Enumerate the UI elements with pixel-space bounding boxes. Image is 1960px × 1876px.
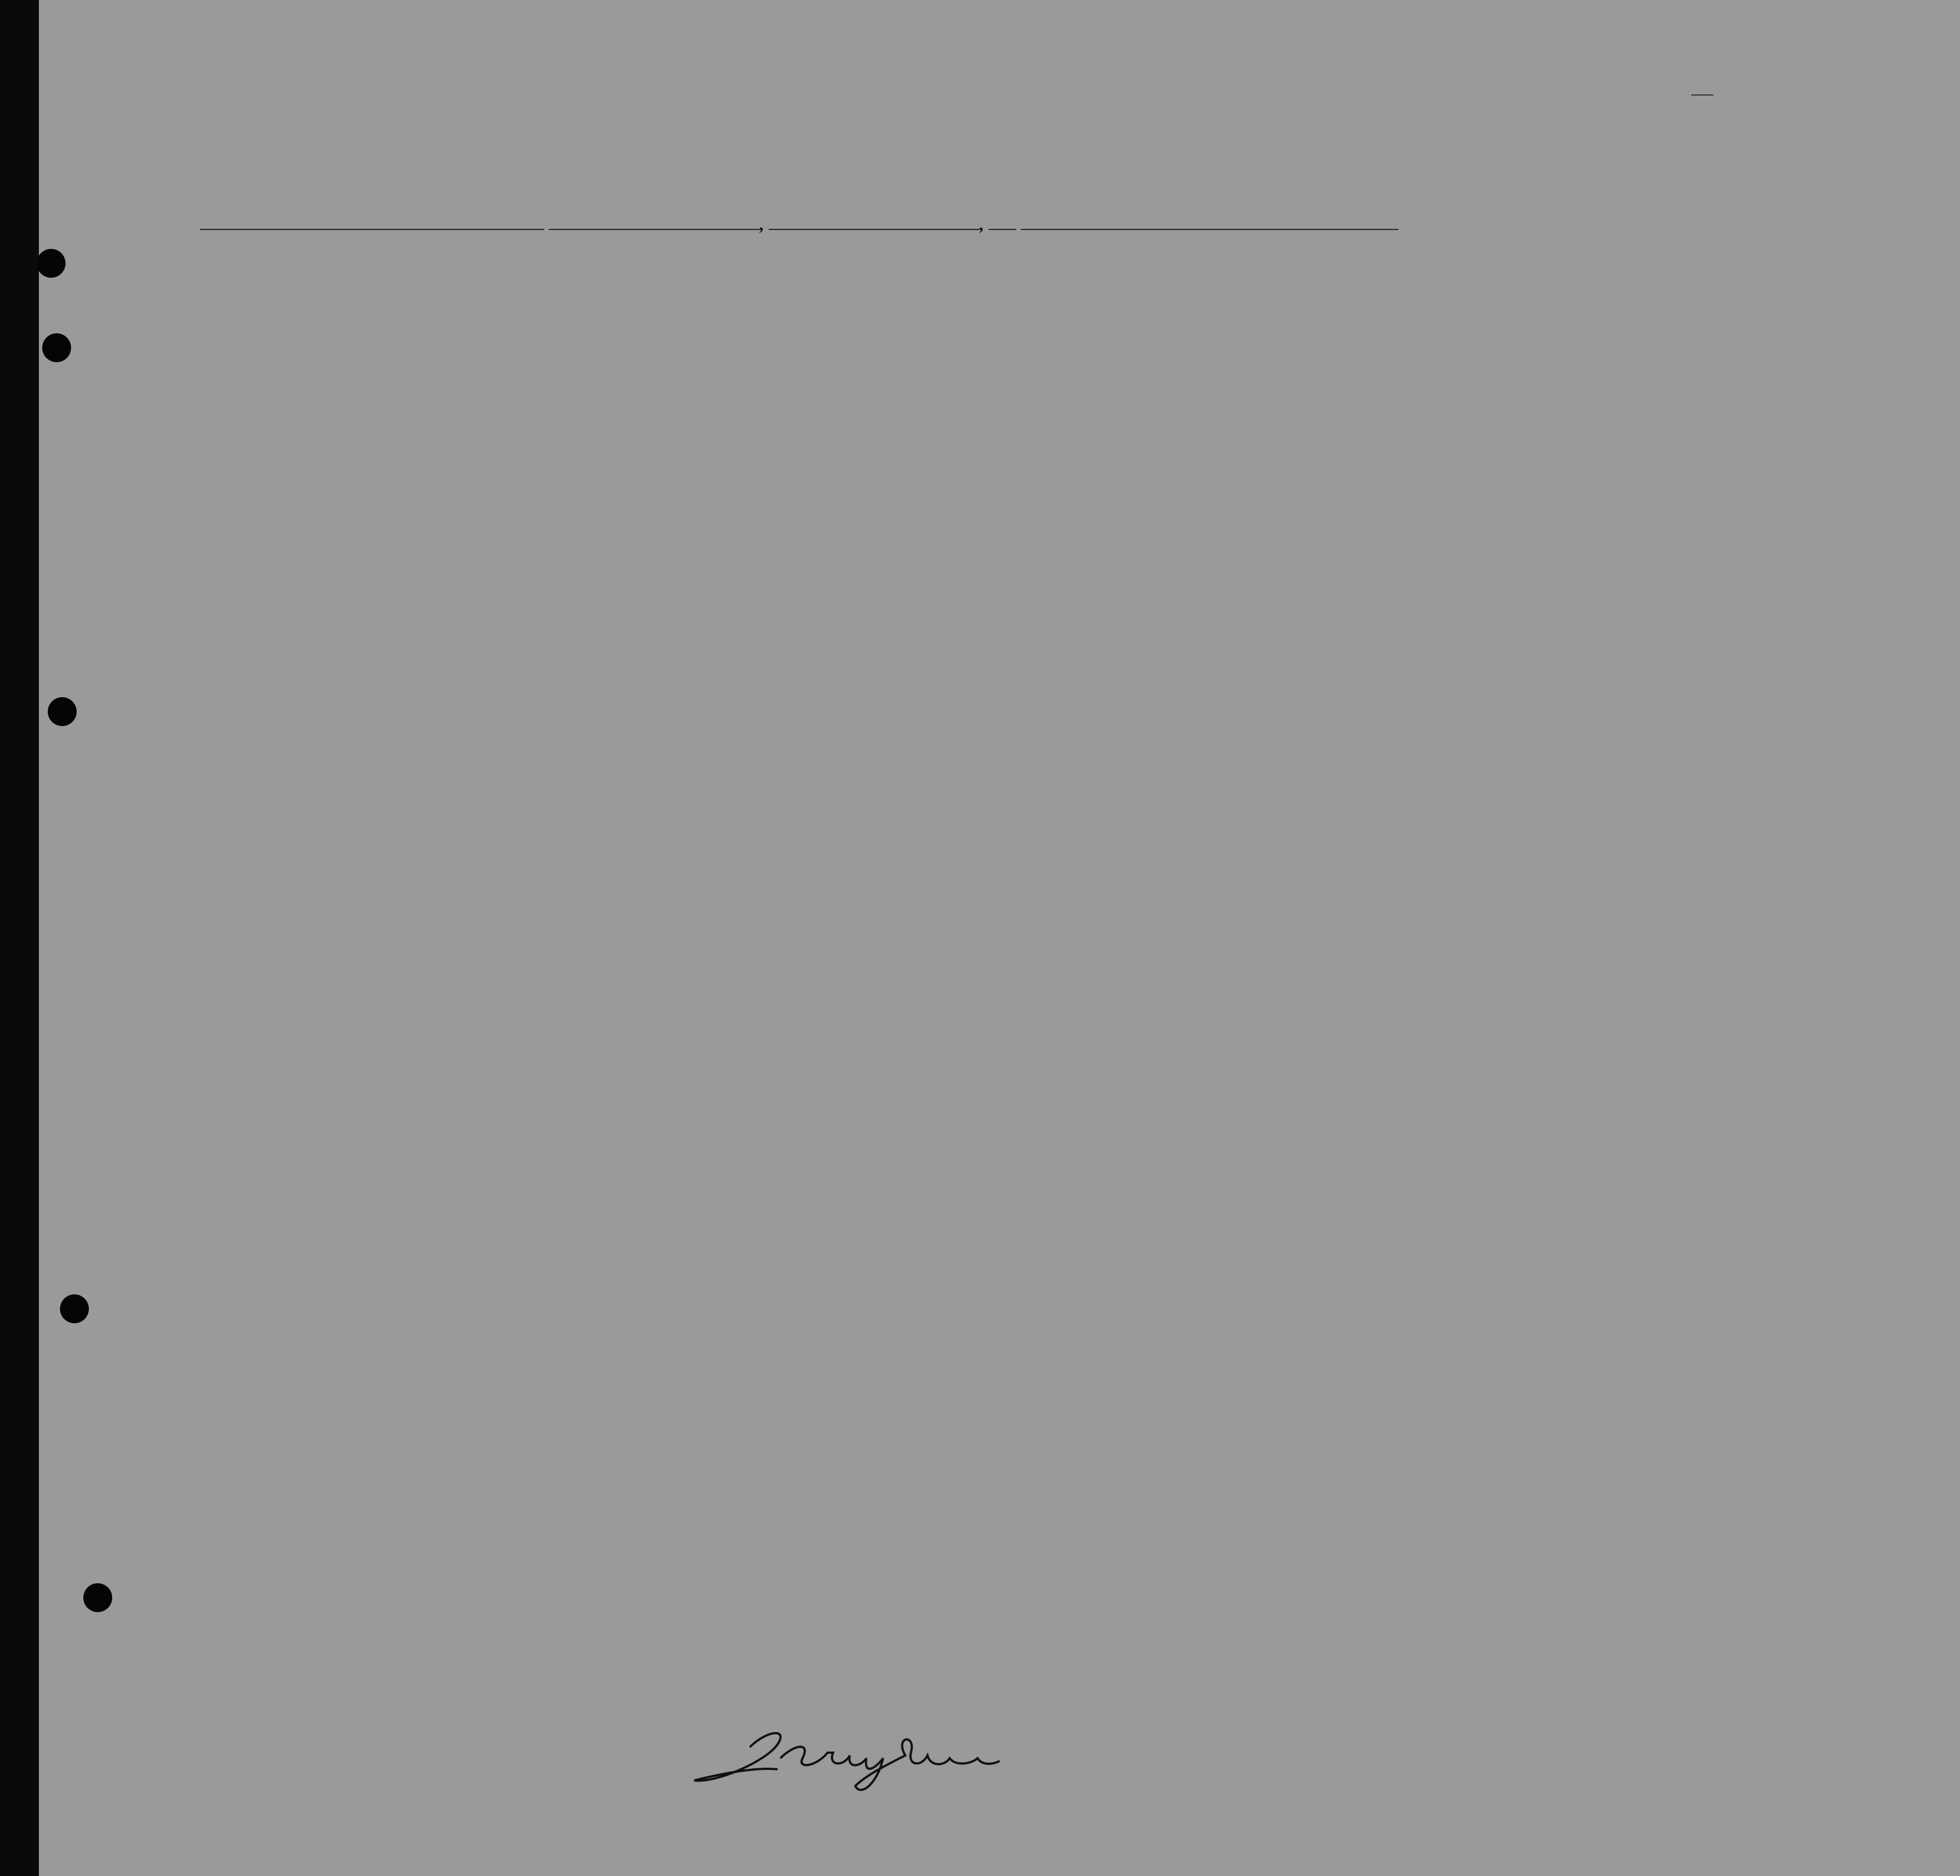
vessel-line: , , (200, 214, 1398, 234)
inspector-signature (683, 1714, 1061, 1797)
